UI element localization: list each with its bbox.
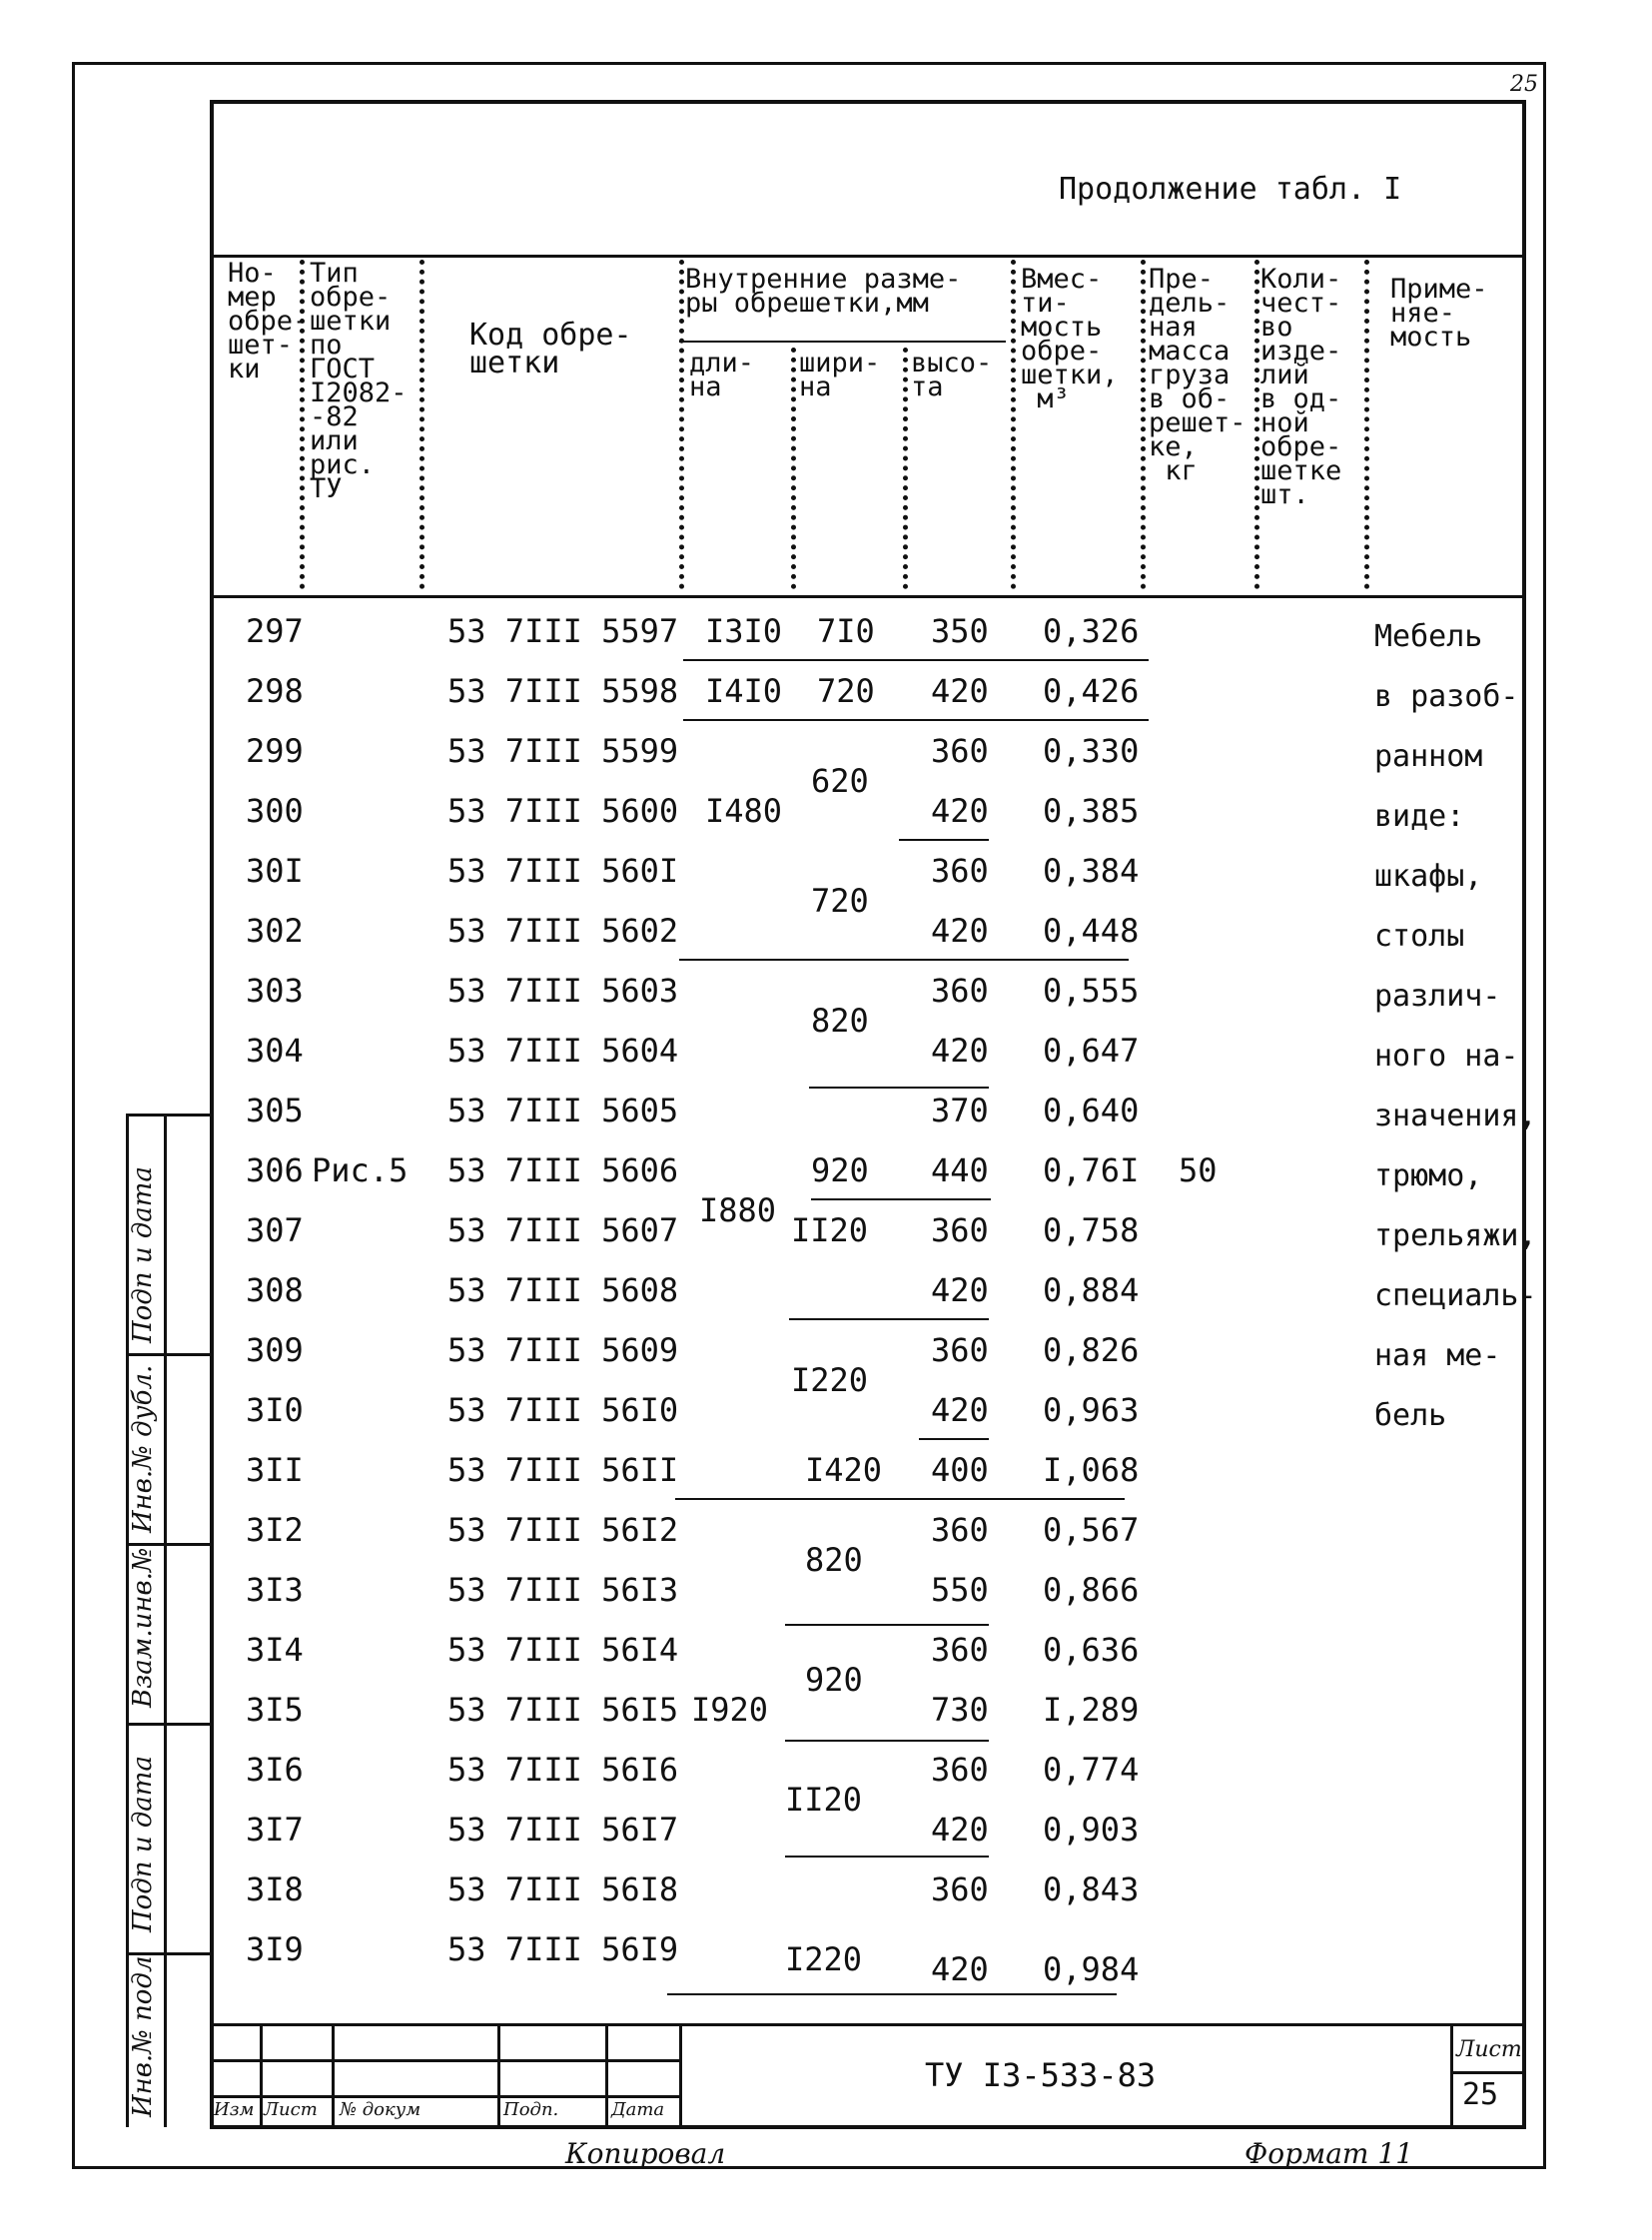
merged-width-1120b: II20: [785, 1781, 863, 1819]
row-number: 307: [246, 1211, 304, 1249]
group-separator: [899, 839, 989, 841]
row-height: 440: [931, 1151, 989, 1189]
row-height: 360: [931, 1751, 989, 1789]
row-height: 360: [931, 1211, 989, 1249]
row-capacity: 0,426: [1043, 672, 1140, 710]
document-designation: ТУ I3-533-83: [925, 2056, 1157, 2094]
side-stamp-divider: [126, 1723, 210, 1726]
row-capacity: 0,384: [1043, 852, 1140, 890]
merged-length-1880: I880: [699, 1191, 777, 1229]
title-block-mid: [212, 2095, 681, 2098]
row-capacity: 0,385: [1043, 792, 1140, 830]
footer-format: Формат 11: [1244, 2137, 1414, 2170]
row-number: 3I4: [246, 1631, 304, 1669]
row-capacity: 0,774: [1043, 1751, 1140, 1789]
row-width: 720: [817, 672, 875, 710]
row-code: 53 7III 56I9: [447, 1930, 679, 1968]
inner-dim-line: [679, 341, 1006, 343]
row-number: 306: [246, 1151, 304, 1189]
side-label-podp-data-1: Подп и дата: [128, 1756, 158, 1932]
header-code: Код обре- шетки: [469, 318, 632, 380]
row-code: 53 7III 56I4: [447, 1631, 679, 1669]
row-type: Рис.5: [312, 1151, 409, 1189]
row-code: 53 7III 5609: [447, 1331, 679, 1369]
usage-line: шкафы,: [1374, 859, 1483, 894]
row-height: 360: [931, 1331, 989, 1369]
tb-label-podp: Подп.: [503, 2099, 559, 2120]
row-number: 3I9: [246, 1930, 304, 1968]
row-number: 297: [246, 612, 304, 650]
row-height: 420: [931, 912, 989, 950]
row-number: 3I3: [246, 1571, 304, 1609]
row-number: 3I5: [246, 1691, 304, 1729]
page-corner-number: 25: [1510, 72, 1538, 97]
header-width: шири- на: [799, 348, 881, 402]
col-sep: [903, 348, 908, 589]
header-type: Тип обре- шетки по ГОСТ I2082- -82 или рис. ТУ: [310, 258, 408, 504]
merged-length-1920: I920: [691, 1691, 769, 1729]
group-separator: [675, 1498, 1125, 1500]
footer-copied: Копировал: [565, 2137, 726, 2170]
row-number: 309: [246, 1331, 304, 1369]
tb-label-data: Дата: [611, 2099, 665, 2120]
row-length: I3I0: [705, 612, 783, 650]
title-block-mid: [212, 2059, 681, 2062]
usage-line: различ-: [1374, 979, 1501, 1014]
merged-width-1120a: II20: [791, 1211, 869, 1249]
group-separator: [785, 1740, 989, 1742]
header-length: дли- на: [689, 348, 755, 402]
usage-line: Мебель: [1374, 619, 1483, 654]
row-capacity: 0,984: [1043, 1950, 1140, 1988]
row-height: 420: [931, 1271, 989, 1309]
row-number: 300: [246, 792, 304, 830]
row-width: I420: [805, 1451, 883, 1489]
row-number: 3I0: [246, 1391, 304, 1429]
header-number: Но- мер обре- шет- ки: [228, 258, 310, 384]
group-separator: [683, 719, 1149, 721]
group-separator: [785, 1856, 989, 1858]
group-separator: [919, 1438, 989, 1440]
row-code: 53 7III 56I0: [447, 1391, 679, 1429]
row-height: 360: [931, 1870, 989, 1908]
col-sep: [1364, 260, 1369, 589]
row-code: 53 7III 56I7: [447, 1811, 679, 1849]
row-code: 53 7III 5602: [447, 912, 679, 950]
col-sep: [679, 260, 684, 589]
usage-line: значения,: [1374, 1099, 1537, 1133]
row-code: 53 7III 5604: [447, 1032, 679, 1070]
row-capacity: 0,866: [1043, 1571, 1140, 1609]
row-code: 53 7III 5605: [447, 1092, 679, 1129]
merged-width-620: 620: [811, 762, 869, 800]
row-number: 308: [246, 1271, 304, 1309]
usage-line: ранном: [1374, 739, 1483, 774]
group-separator: [789, 1318, 989, 1320]
row-number: 3I6: [246, 1751, 304, 1789]
group-separator: [809, 1087, 989, 1089]
row-number: 30I: [246, 852, 304, 890]
col-sep: [791, 348, 796, 589]
row-capacity: 0,903: [1043, 1811, 1140, 1849]
row-number: 304: [246, 1032, 304, 1070]
merged-length-1480: I480: [705, 792, 783, 830]
row-width: 7I0: [817, 612, 875, 650]
title-block-sheet-divider: [1450, 2071, 1522, 2074]
row-capacity: 0,647: [1043, 1032, 1140, 1070]
row-capacity: 0,636: [1043, 1631, 1140, 1669]
row-capacity: 0,76I: [1043, 1151, 1140, 1189]
merged-width-820b: 820: [805, 1541, 863, 1579]
title-block-top: [212, 2023, 1522, 2026]
row-capacity: 0,326: [1043, 612, 1140, 650]
row-code: 53 7III 56I6: [447, 1751, 679, 1789]
usage-line: бель: [1374, 1398, 1447, 1433]
col-sep: [1254, 260, 1259, 589]
side-stamp-divider: [126, 1353, 210, 1356]
row-height: 420: [931, 792, 989, 830]
group-separator: [811, 1198, 991, 1200]
group-separator: [679, 959, 1129, 961]
row-code: 53 7III 5597: [447, 612, 679, 650]
header-top-line: [212, 255, 1522, 258]
tb-label-doc: № докум: [340, 2099, 421, 2120]
continuation-title: Продолжение табл. I: [1059, 172, 1402, 207]
title-block-col: [497, 2023, 500, 2127]
sheet-label: Лист: [1456, 2037, 1522, 2062]
merged-width-920b: 920: [805, 1661, 863, 1699]
header-capacity: Вмес- ти- мость обре- шетки, м³: [1021, 264, 1119, 414]
usage-line: трюмо,: [1374, 1158, 1483, 1193]
row-height: 360: [931, 1631, 989, 1669]
side-label-vzam-inv: Взам.инв.№: [128, 1547, 158, 1708]
row-capacity: 0,555: [1043, 972, 1140, 1010]
row-code: 53 7III 5599: [447, 732, 679, 770]
merged-width-720: 720: [811, 882, 869, 920]
row-code: 53 7III 5608: [447, 1271, 679, 1309]
row-capacity: I,289: [1043, 1691, 1140, 1729]
row-code: 53 7III 5606: [447, 1151, 679, 1189]
row-number: 303: [246, 972, 304, 1010]
row-number: 3I7: [246, 1811, 304, 1849]
usage-line: в разоб-: [1374, 679, 1519, 714]
title-block-col: [1450, 2023, 1453, 2127]
row-height: 420: [931, 672, 989, 710]
row-capacity: 0,567: [1043, 1511, 1140, 1549]
row-capacity: 0,330: [1043, 732, 1140, 770]
header-usage: Приме- няе- мость: [1390, 274, 1488, 353]
header-max-mass: Пре- дель- ная масса груза в об- решет- ке, кг: [1149, 264, 1246, 486]
header-quantity: Коли- чест- во изде- лий в од- ной обре- шетке шт.: [1260, 264, 1342, 510]
row-code: 53 7III 56I2: [447, 1511, 679, 1549]
col-sep: [1011, 260, 1016, 589]
row-capacity: 0,826: [1043, 1331, 1140, 1369]
col-sep: [1141, 260, 1146, 589]
side-label-inv-dubl: Инв.№ дубл.: [128, 1364, 158, 1533]
row-height: 360: [931, 972, 989, 1010]
title-block-col: [605, 2023, 608, 2127]
row-height: 360: [931, 732, 989, 770]
row-capacity: 0,448: [1043, 912, 1140, 950]
usage-line: ного на-: [1374, 1039, 1519, 1074]
row-height: 420: [931, 1391, 989, 1429]
row-code: 53 7III 560I: [447, 852, 679, 890]
row-height: 360: [931, 1511, 989, 1549]
row-code: 53 7III 56I5: [447, 1691, 679, 1729]
row-code: 53 7III 56I3: [447, 1571, 679, 1609]
row-height: 360: [931, 852, 989, 890]
side-stamp-divider: [126, 1543, 210, 1546]
row-height: 420: [931, 1950, 989, 1988]
row-height: 400: [931, 1451, 989, 1489]
row-height: 730: [931, 1691, 989, 1729]
header-inner-dimensions: Внутренние разме- ры обрешетки,мм: [685, 264, 962, 319]
usage-line: виде:: [1374, 799, 1465, 834]
group-separator: [785, 1624, 989, 1626]
merged-width-1220b: I220: [785, 1940, 863, 1978]
row-code: 53 7III 56I8: [447, 1870, 679, 1908]
row-code: 53 7III 56II: [447, 1451, 679, 1489]
group-separator: [683, 659, 1149, 661]
merged-width-1220a: I220: [791, 1361, 869, 1399]
side-label-inv-podl: Инв.№ подл: [128, 1955, 158, 2117]
usage-line: столы: [1374, 919, 1465, 954]
merged-width-920a: 920: [811, 1151, 869, 1189]
row-height: 370: [931, 1092, 989, 1129]
row-code: 53 7III 5603: [447, 972, 679, 1010]
row-number: 305: [246, 1092, 304, 1129]
tb-label-izm: Изм: [214, 2099, 255, 2120]
row-capacity: 0,758: [1043, 1211, 1140, 1249]
row-code: 53 7III 5598: [447, 672, 679, 710]
row-height: 420: [931, 1811, 989, 1849]
header-bottom-line: [212, 595, 1522, 598]
tb-label-list: Лист: [264, 2099, 318, 2120]
row-number: 3II: [246, 1451, 304, 1489]
row-height: 420: [931, 1032, 989, 1070]
title-block-col: [332, 2023, 335, 2127]
usage-line: специаль-: [1374, 1278, 1537, 1313]
side-stamp-border: [164, 1114, 167, 2127]
merged-width-820a: 820: [811, 1002, 869, 1040]
row-capacity: 0,963: [1043, 1391, 1140, 1429]
row-number: 299: [246, 732, 304, 770]
row-code: 53 7III 5600: [447, 792, 679, 830]
row-length: I4I0: [705, 672, 783, 710]
row-number: 3I2: [246, 1511, 304, 1549]
row-code: 53 7III 5607: [447, 1211, 679, 1249]
row-max-mass: 50: [1179, 1151, 1218, 1189]
usage-line: трельяжи,: [1374, 1218, 1537, 1253]
row-height: 550: [931, 1571, 989, 1609]
row-capacity: 0,843: [1043, 1870, 1140, 1908]
row-capacity: 0,884: [1043, 1271, 1140, 1309]
col-sep: [419, 260, 424, 589]
row-number: 298: [246, 672, 304, 710]
side-label-podp-data-2: Подп и дата: [128, 1166, 158, 1343]
group-separator: [667, 1993, 1117, 1995]
sheet-number: 25: [1462, 2077, 1499, 2112]
row-capacity: I,068: [1043, 1451, 1140, 1489]
usage-line: ная ме-: [1374, 1338, 1501, 1373]
row-number: 302: [246, 912, 304, 950]
title-block-col: [260, 2023, 263, 2127]
side-stamp-divider: [126, 1114, 210, 1117]
row-capacity: 0,640: [1043, 1092, 1140, 1129]
header-height: высо- та: [911, 348, 993, 402]
row-height: 350: [931, 612, 989, 650]
row-number: 3I8: [246, 1870, 304, 1908]
title-block-col: [679, 2023, 682, 2127]
